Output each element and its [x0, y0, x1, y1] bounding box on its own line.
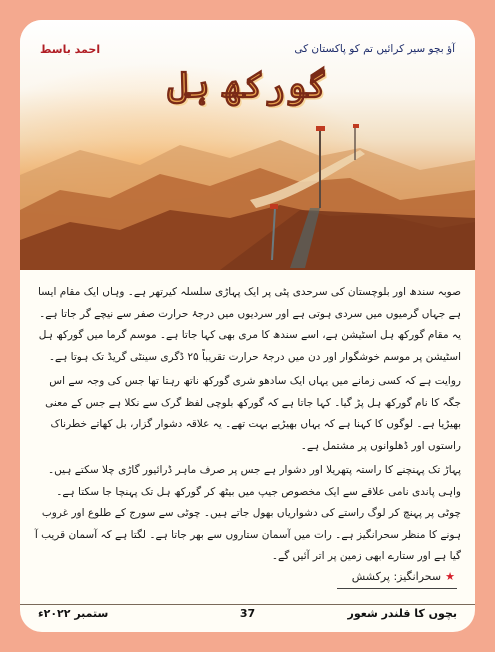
paragraph-2: روایت ہے کہ کسی زمانے میں یہاں ایک سادھو شری گورکھ ناتھ رہتا تھا جس کی وجہ سے اس جگہ کا نام گورکھ ہل پڑ گیا۔ کہا جاتا ہے کہ گورکھ بلوچی لفظ گرک سے نکلا ہے جس کے معنی بھیڑیا ہے۔ لوگوں کا کہنا ہے کہ یہاں بھیڑیے بہت تھے۔ یہ علاقہ دشوار گزار، بل کھاتے خطرناک راستوں اور ڈھلوانوں پر مشتمل ہے۔	[45, 375, 461, 452]
paragraph-1: صوبہ سندھ اور بلوچستان کی سرحدی پٹی پر ایک پہاڑی سلسلہ کیرتھر ہے۔ وہاں ایک مقام ایسا ہے جہاں گرمیوں میں سردی ہوتی ہے اور سردیوں میں درجۂ حرارت صفر سے نیچے گر جاتا ہے۔ یہ مقام گورکھ ہل اسٹیشن ہے، اسے سندھ کا مری بھی کہا جاتا ہے۔ موسم گرما میں گورکھ ہل اسٹیشن پر موسم خوشگوار اور دن میں درجۂ حرارت تقریباً ۲۵ ڈگری سینٹی گریڈ تک ہوتا ہے۔	[37, 286, 461, 363]
footnote-divider	[337, 588, 457, 589]
hero-photo	[20, 20, 475, 270]
page-number: 37	[239, 607, 256, 620]
magazine-page	[20, 20, 475, 632]
star-icon: ★	[445, 570, 455, 583]
author-name: احمد باسط	[40, 43, 101, 56]
article-body	[34, 282, 461, 571]
magazine-name: بچوں کا قلندر شعور	[347, 607, 457, 620]
article-title: گورکھ ہل	[167, 64, 328, 106]
mountain-landscape	[20, 90, 475, 270]
footnote-text: سحرانگیز: پرکشش	[351, 570, 442, 583]
paragraph-3: پہاڑ تک پہنچنے کا راستہ پتھریلا اور دشوار ہے جس پر صرف ماہر ڈرائیور گاڑی چلا سکتے ہیں۔ واہی پاندی نامی علاقے سے ایک مخصوص جیپ میں بیٹھ کر گورکھ ہل تک پہنچا جا سکتا ہے۔ چوٹی پر پہنچ کر لوگ راستے کی دشواریاں بھول جاتے ہیں۔ چوٹی سے سورج کے طلوع اور غروب ہونے کا منظر سحرانگیز ہے۔ رات میں آسمان ستاروں سے بھر جاتا ہے۔ لگتا ہے کہ آسمان قریب آ گیا ہے اور ستارے ابھی زمین پر اتر آئیں گے۔	[34, 464, 461, 562]
issue-date: ستمبر ۲۰۲۲ء	[38, 607, 109, 620]
footnote	[352, 570, 455, 583]
series-title: آؤ بچو سیر کرائیں تم کو پاکستان کی	[294, 43, 455, 55]
page-footer	[20, 604, 475, 623]
